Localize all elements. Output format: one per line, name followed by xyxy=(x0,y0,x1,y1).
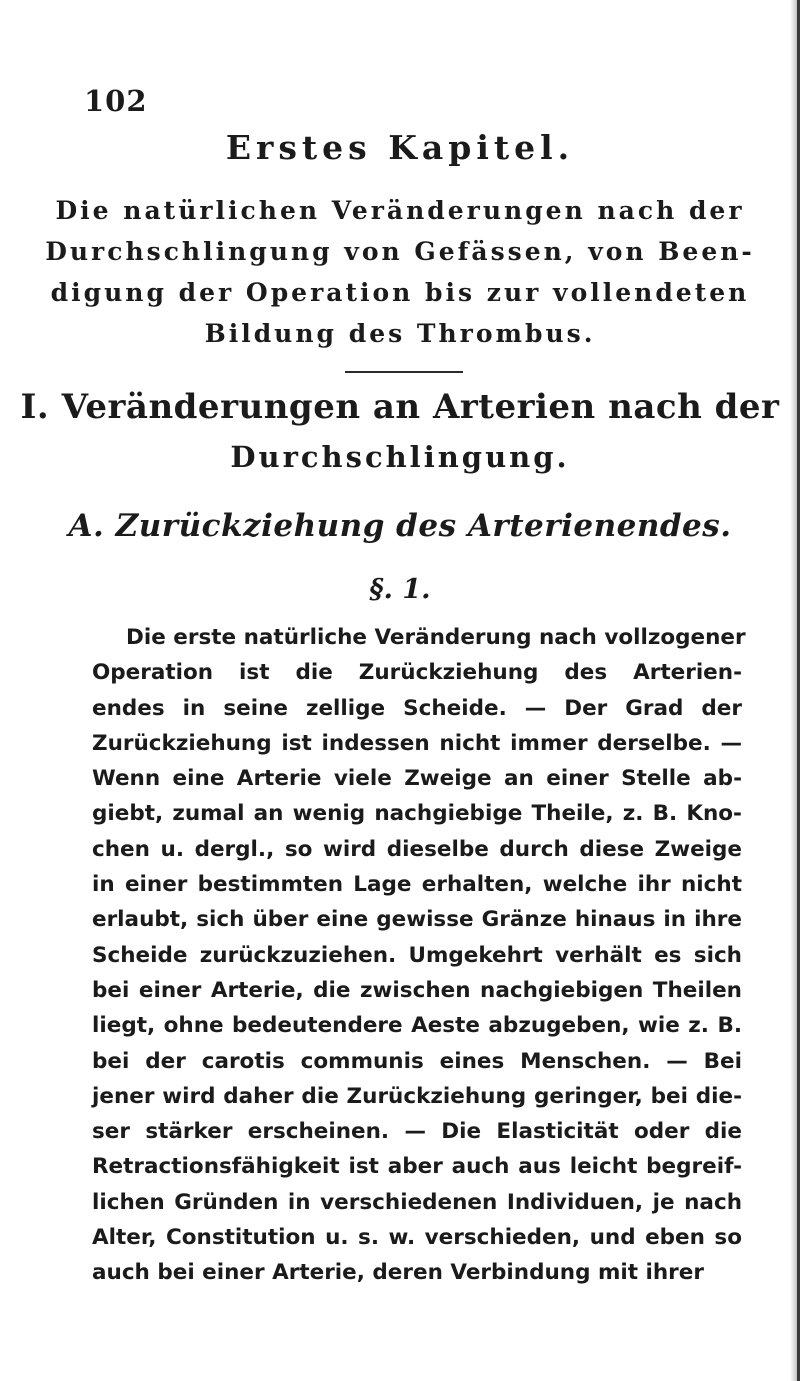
body-line: Die erste natürliche Veränderung nach vollzogener xyxy=(126,625,746,650)
chapter-title: Erstes Kapitel. xyxy=(225,128,575,167)
body-line: endes in seine zellige Scheide. — Der Grad der xyxy=(92,695,742,721)
section-heading-line: Durchschlingung. xyxy=(230,440,570,474)
paragraph-marker: §. 1. xyxy=(369,574,431,605)
body-line: erlaubt, sich über eine gewisse Gränze hinaus in ihre xyxy=(92,907,742,933)
body-line: chen u. dergl., so wird dieselbe durch diese Zweige xyxy=(92,836,742,862)
body-line: jener wird daher die Zurückziehung geringer, bei die- xyxy=(92,1083,742,1109)
body-line: bei einer Arterie, die zwischen nachgiebigen Theilen xyxy=(92,977,742,1003)
body-paragraph xyxy=(92,620,746,1291)
body-line: ser stärker erscheinen. — Die Elasticität oder die xyxy=(92,1119,742,1145)
body-line: in einer bestimmten Lage erhalten, welche ihr nicht xyxy=(92,872,742,898)
subtitle-line: Durchschlingung von Gefässen, von Been- xyxy=(45,237,755,266)
body-line: Zurückziehung ist indessen nicht immer derselbe. — xyxy=(92,730,742,756)
subsection-heading: A. Zurückziehung des Arterienendes. xyxy=(68,508,732,544)
body-line: giebt, zumal an wenig nachgiebige Theile, z. B. Kno- xyxy=(92,801,742,827)
body-line: Alter, Constitution u. s. w. verschieden, und eben so xyxy=(92,1225,742,1251)
section-heading xyxy=(0,382,800,482)
body-line: lichen Gründen in verschiedenen Individuen, je nach xyxy=(92,1189,742,1215)
subtitle-line: Bildung des Thrombus. xyxy=(204,319,596,348)
body-line: Operation ist die Zurückziehung des Arterien- xyxy=(92,660,742,686)
chapter-subtitle xyxy=(0,190,800,354)
section-heading-line: I. Veränderungen an Arterien nach der xyxy=(20,387,780,427)
subtitle-line: digung der Operation bis zur vollendeten xyxy=(50,278,750,307)
page-number: 102 xyxy=(84,84,148,118)
body-line: auch bei einer Arterie, deren Verbindung mit ihrer xyxy=(92,1260,704,1286)
body-line: bei der carotis communis eines Menschen. — Bei xyxy=(92,1048,742,1074)
separator-rule xyxy=(345,371,463,373)
body-line: Scheide zurückzuziehen. Umgekehrt verhält es sich xyxy=(92,942,742,968)
body-line: liegt, ohne bedeutendere Aeste abzugeben, wie z. B. xyxy=(92,1013,742,1039)
body-line: Retractionsfähigkeit ist aber auch aus leicht begreif- xyxy=(92,1154,742,1180)
body-line: Wenn eine Arterie viele Zweige an einer Stelle ab- xyxy=(92,766,742,792)
subtitle-line: Die natürlichen Veränderungen nach der xyxy=(55,196,745,225)
